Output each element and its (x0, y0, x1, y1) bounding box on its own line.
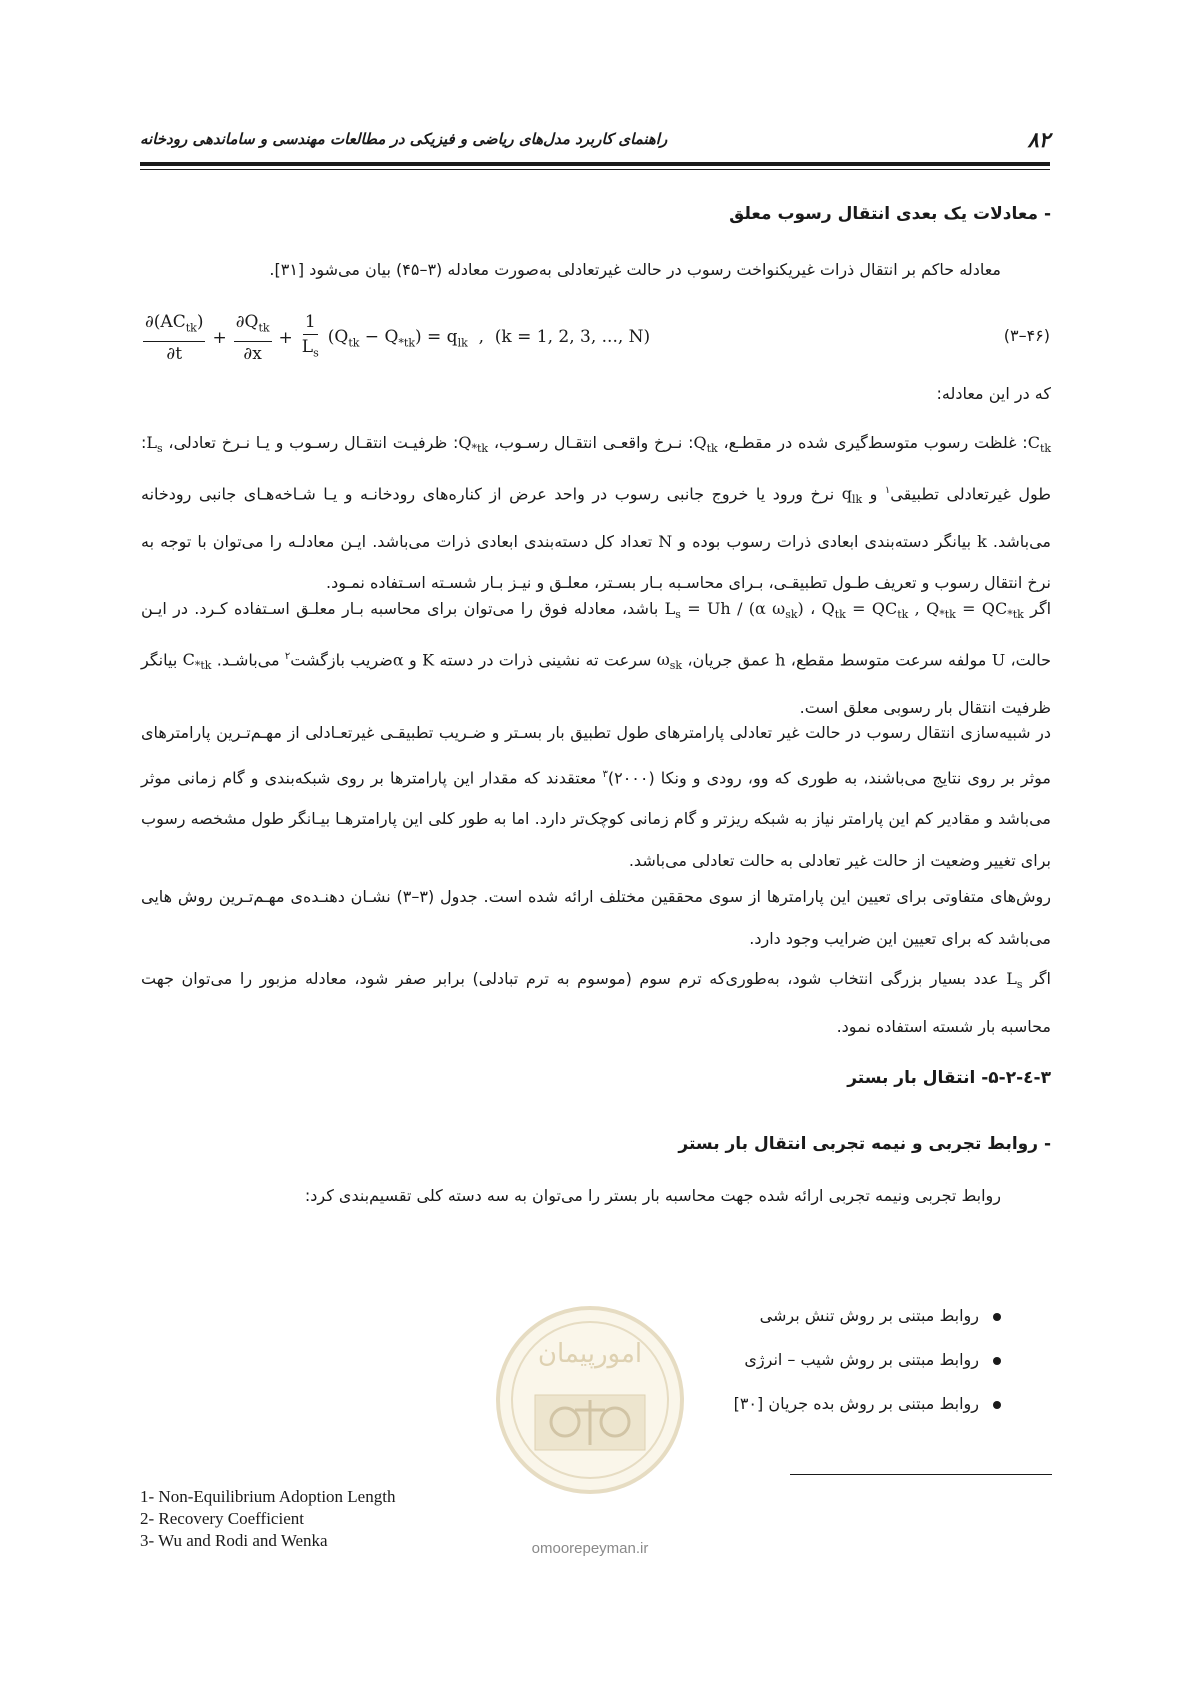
bullet-icon (993, 1357, 1001, 1365)
where-label: که در این معادله: (936, 384, 1051, 403)
equation-3-46 (140, 308, 1050, 368)
watermark-seal-icon (490, 1300, 690, 1520)
footnote-mark-3: ۳ (602, 768, 608, 780)
wash-load-paragraph: اگر $L_s$ عدد بسیار بزرگی انتخاب شود، به‌طوری‌که ترم سوم (موسوم به ترم تبادلی) برابر صفر شود، معادله مزبور را می‌توان جهت محاسبه بار شسته استفاده نمود. (141, 969, 1051, 1036)
list-item: روابط مبتنی بر روش بده جریان [۳۰] (734, 1382, 1001, 1426)
bullet-icon (993, 1313, 1001, 1321)
bedload-intro: روابط تجربی ونیمه تجربی ارائه شده جهت محاسبه بار بستر را می‌توان به سه دسته کلی تقسیم‌بندی کرد: (304, 1186, 1001, 1205)
equation-number: (۴۶–۳) (1003, 326, 1050, 345)
methods-paragraph: روش‌های متفاوتی برای تعیین این پارامترها از سوی محققین مختلف ارائه شده است. جدول (۳–۳) نشـان دهنـده‌ی مهـم‌تـرین روش هایی می‌باشد که برای تعیین این ضرایب وجود دارد. (141, 887, 1051, 948)
footnote-3: 3- Wu and Rodi and Wenka (140, 1531, 328, 1550)
equation-body: $\frac{\partial(AC_{tk})}{\partial t}$ + $\frac{\partial Q_{tk}}{\partial x}$ + $\frac{1}{L_s}$ $(Q_{tk} - Q_{*tk}) = q_{lk}$ , (k = 1, 2, 3, ..., N) (145, 312, 651, 364)
bullet-icon (993, 1401, 1001, 1409)
header-rule-thin (140, 169, 1050, 170)
running-header (140, 128, 1050, 162)
list-item: روابط مبتنی بر روش شیب – انرژی (734, 1338, 1001, 1382)
suspended-load-paragraph: اگر $L_s = Uh / (\alpha$ $\omega_{sk}$) ، $Q_{tk} = QC_{tk}$ , $Q_{*tk} = QC_{*tk}$ باشد، معادله فوق را می‌توان برای محاسبه بـار معلـق اسـتفاده کـرد. در ایـن حالت، U مولفه سرعت متوسط مقطع، h عمق جریان، $\omega_{sk}$ سرعت ته نشینی ذرات در دسته K و αضریب بازگشت$^۲$ می‌باشـد. $C_{*tk}$ بیانگر ظرفیت انتقال بار رسوبی معلق است. (141, 599, 1052, 717)
svg-text:امورپیمان: امورپیمان (537, 1339, 643, 1369)
footnotes (140, 1486, 395, 1552)
footnote-mark-1: ۱ (884, 484, 891, 496)
footnote-mark-2: ۲ (284, 650, 291, 662)
section-heading: - معادلات یک بعدی انتقال رسوب معلق (729, 204, 1051, 224)
bedload-relations-heading: - روابط تجربی و نیمه تجربی انتقال بار بستر (678, 1134, 1051, 1154)
page-number: ۸۲ (1027, 128, 1050, 152)
footnote-1: 1- Non-Equilibrium Adoption Length (140, 1487, 396, 1506)
running-title: راهنمای کاربرد مدل‌های ریاضی و فیزیکی در مطالعات مهندسی و ساماندهی رودخانه (140, 130, 668, 148)
definitions-paragraph: $C_{tk}$: غلظت رسوب متوسط‌گیری شده در مقطـع، $Q_{tk}$: نـرخ واقعـی انتقـال رسـوب، $Q_{*tk}$: ظرفیـت انتقـال رسـوب و یـا نـرخ تعادلی، $L_s$: طول غیرتعادلی تطبیقی$^۱$ و $q_{lk}$ نرخ ورود یا خروج جانبی رسوب در واحد عرض از کناره‌های رودخانـه و یـا شـاخه‌هـای جانبی رودخانه می‌باشد. k بیانگر دسته‌بندی ابعادی ذرات رسوب بوده و N تعداد کل دسته‌بندی ابعادی ذرات می‌باشد. ایـن معادلـه را می‌توان با توجه به نرخ انتقال رسوب و تعریف طـول تطبیقـی، بـرای محاسـبه بـار بسـتر، معلـق و نیـز بـار شسـته اسـتفاده نمـود. (141, 433, 1052, 593)
intro-paragraph: معادله حاکم بر انتقال ذرات غیریکنواخت رسوب در حالت غیرتعادلی به‌صورت معادله (۳–۴۵) بیان می‌شود [۳۱]. (269, 260, 1001, 279)
adaptation-length-paragraph: در شبیه‌سازی انتقال رسوب در حالت غیر تعادلی پارامترهای طول تطبیق بار بسـتر و ضـریب تطبیقـی غیرتعـادلی از مهـم‌تـرین پارامترهای موثر بر روی نتایج می‌باشند، به طوری که وو، رودی و ونکا (۲۰۰۰)$^۳$ معتقدند که مقدار این پارامترها بر روی شبکه‌بندی و گام زمانی موثر می‌باشد و مقادیر کم این پارامتر نیاز به شبکه ریزتر و گام زمانی کوچک‌تر دارد. اما به طور کلی این پارامترهـا بیـانگر طول مشخصه رسوب برای تغییر وضعیت از حالت غیر تعادلی به حالت تعادلی می‌باشد. (141, 723, 1051, 870)
list-item: روابط مبتنی بر روش تنش برشی (734, 1294, 1001, 1338)
header-rule-thick (140, 162, 1050, 166)
footnote-2: 2- Recovery Coefficient (140, 1509, 304, 1528)
footnote-rule (790, 1474, 1052, 1475)
bedload-methods-list (734, 1294, 1001, 1426)
watermark-url: omoorepeyman.ir (531, 1540, 649, 1557)
subsection-heading: ۳-٤-۵-۲- انتقال بار بستر (847, 1068, 1051, 1088)
